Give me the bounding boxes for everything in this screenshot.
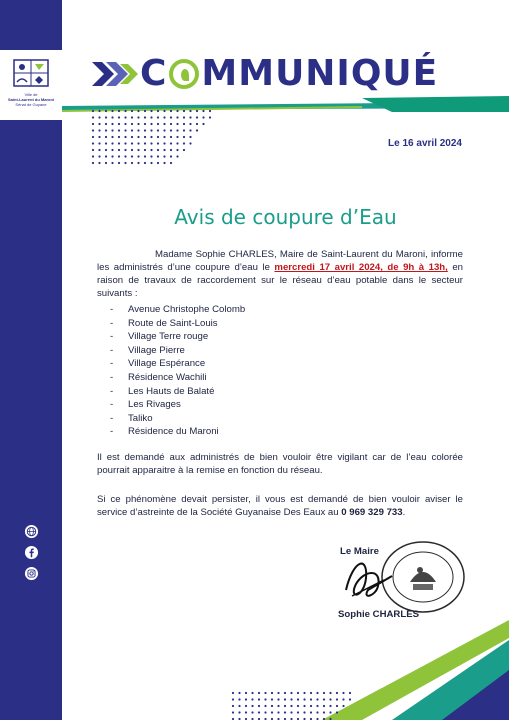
decor-dot <box>150 123 152 125</box>
paragraph-intro <box>97 248 463 300</box>
decor-dot <box>98 136 100 138</box>
decor-dot <box>271 698 273 700</box>
bullet-dash: - <box>110 426 114 438</box>
decor-dot <box>105 116 107 118</box>
decor-dot <box>98 116 100 118</box>
dot-pattern-bottom <box>230 690 360 720</box>
decor-dot <box>284 692 286 694</box>
decor-dot <box>323 705 325 707</box>
decor-dot <box>92 129 94 131</box>
facebook-icon[interactable] <box>24 545 39 560</box>
decor-dot <box>150 162 152 164</box>
decor-dot <box>232 692 234 694</box>
decor-dot <box>297 698 299 700</box>
decor-dot <box>157 110 159 112</box>
decor-dot <box>131 129 133 131</box>
decor-dot <box>92 123 94 125</box>
decor-dot <box>189 142 191 144</box>
decor-dot <box>150 116 152 118</box>
bullet-dash: - <box>110 317 114 329</box>
sector-name: Village Pierre <box>128 344 185 356</box>
decor-dot <box>137 142 139 144</box>
decor-dot <box>232 705 234 707</box>
sector-name: Village Terre rouge <box>128 331 209 343</box>
decor-dot <box>245 698 247 700</box>
decor-dot <box>111 162 113 164</box>
decor-dot <box>238 705 240 707</box>
decor-dot <box>183 129 185 131</box>
decor-dot <box>105 162 107 164</box>
decor-dot <box>170 116 172 118</box>
decor-dot <box>118 123 120 125</box>
sector-item <box>110 371 360 385</box>
decor-dot <box>111 155 113 157</box>
decor-dot <box>124 129 126 131</box>
decor-dot <box>310 698 312 700</box>
decor-dot <box>92 110 94 112</box>
decor-dot <box>290 705 292 707</box>
decor-dot <box>170 136 172 138</box>
bullet-dash: - <box>110 371 114 383</box>
decor-dot <box>150 136 152 138</box>
decor-dot <box>258 698 260 700</box>
decor-dot <box>277 698 279 700</box>
decor-dot <box>196 110 198 112</box>
decor-dot <box>92 136 94 138</box>
decor-dot <box>131 116 133 118</box>
globe-icon[interactable] <box>24 524 39 539</box>
decor-dot <box>124 142 126 144</box>
decor-dot <box>170 155 172 157</box>
decor-dot <box>124 116 126 118</box>
decor-dot <box>277 692 279 694</box>
decor-dot <box>189 110 191 112</box>
decor-dot <box>316 692 318 694</box>
decor-dot <box>238 698 240 700</box>
decor-dot <box>105 110 107 112</box>
decor-dot <box>245 711 247 713</box>
decor-dot <box>238 711 240 713</box>
decor-dot <box>196 129 198 131</box>
decor-dot <box>323 698 325 700</box>
decor-dot <box>251 698 253 700</box>
decor-dot <box>118 155 120 157</box>
decor-dot <box>342 698 344 700</box>
decor-dot <box>111 129 113 131</box>
logo-line-2: Saint-Laurent du Maroni <box>8 97 54 102</box>
decor-dot <box>297 705 299 707</box>
decor-dot <box>176 123 178 125</box>
decor-dot <box>310 692 312 694</box>
decor-dot <box>150 129 152 131</box>
decor-dot <box>105 123 107 125</box>
sector-item <box>110 303 360 317</box>
decor-dot <box>118 142 120 144</box>
decor-dot <box>202 116 204 118</box>
decor-dot <box>336 698 338 700</box>
decor-dot <box>92 155 94 157</box>
decor-dot <box>329 698 331 700</box>
decor-dot <box>202 110 204 112</box>
decor-dot <box>105 142 107 144</box>
decor-dot <box>271 711 273 713</box>
decor-dot <box>271 705 273 707</box>
decor-dot <box>137 123 139 125</box>
decor-dot <box>290 698 292 700</box>
decor-dot <box>98 149 100 151</box>
decor-dot <box>329 711 331 713</box>
sector-item <box>110 344 360 358</box>
decor-dot <box>251 711 253 713</box>
intro-text: Madame Sophie CHARLES, Maire de Saint-Laurent du Maroni, informe les administrés d’une coupure d’eau le <box>97 249 463 273</box>
decor-dot <box>336 692 338 694</box>
decor-dot <box>196 116 198 118</box>
decor-dot <box>111 149 113 151</box>
decor-dot <box>176 116 178 118</box>
sector-name: Les Hauts de Balaté <box>128 385 215 397</box>
city-logo <box>0 50 62 120</box>
decor-dot <box>258 692 260 694</box>
decor-dot <box>98 129 100 131</box>
decor-dot <box>150 149 152 151</box>
sector-item <box>110 425 360 439</box>
decor-dot <box>137 155 139 157</box>
decor-dot <box>271 692 273 694</box>
decor-dot <box>124 110 126 112</box>
decor-dot <box>98 110 100 112</box>
decor-dot <box>157 136 159 138</box>
decor-dot <box>157 129 159 131</box>
mayor-name: Sophie CHARLES <box>338 609 420 620</box>
decor-dot <box>157 162 159 164</box>
decor-dot <box>157 155 159 157</box>
decor-dot <box>183 149 185 151</box>
decor-dot <box>183 142 185 144</box>
decor-dot <box>163 116 165 118</box>
decor-dot <box>251 705 253 707</box>
decor-dot <box>238 692 240 694</box>
decor-dot <box>183 136 185 138</box>
bullet-dash: - <box>110 304 114 315</box>
decor-dot <box>92 149 94 151</box>
decor-dot <box>124 155 126 157</box>
decor-dot <box>264 705 266 707</box>
decor-dot <box>157 149 159 151</box>
decor-dot <box>209 116 211 118</box>
decor-dot <box>189 129 191 131</box>
decor-dot <box>183 110 185 112</box>
instagram-icon[interactable] <box>24 566 39 581</box>
decor-dot <box>163 149 165 151</box>
decor-dot <box>284 698 286 700</box>
decor-dot <box>170 110 172 112</box>
decor-dot <box>170 129 172 131</box>
decor-dot <box>163 155 165 157</box>
decor-dot <box>131 162 133 164</box>
decor-dot <box>150 155 152 157</box>
decor-dot <box>303 698 305 700</box>
decor-dot <box>98 162 100 164</box>
decor-dot <box>176 136 178 138</box>
decor-dot <box>150 110 152 112</box>
title-suffix: MMUNIQUÉ <box>201 53 439 94</box>
decor-dot <box>124 149 126 151</box>
decor-dot <box>137 162 139 164</box>
title-prefix: C <box>140 53 168 94</box>
bullet-dash: - <box>110 412 114 424</box>
decor-dot <box>170 149 172 151</box>
sector-name: Taliko <box>128 412 153 424</box>
decor-dot <box>183 116 185 118</box>
decor-dot <box>137 149 139 151</box>
decor-dot <box>349 692 351 694</box>
contact-end: . <box>402 507 406 518</box>
outage-datetime: mercredi 17 avril 2024, de 9h à 13h, <box>274 262 448 273</box>
decor-dot <box>118 129 120 131</box>
document-title: Avis de coupure d’Eau <box>174 205 397 229</box>
decor-dot <box>170 162 172 164</box>
decor-dot <box>297 692 299 694</box>
bullet-dash: - <box>110 344 114 356</box>
intro-rest: en raison de travaux de raccordement sur le réseau d’eau potable dans le secteur suivants : <box>97 262 463 299</box>
decor-dot <box>163 136 165 138</box>
decor-dot <box>323 711 325 713</box>
dot-pattern-top <box>90 108 220 168</box>
decor-dot <box>170 142 172 144</box>
decor-dot <box>111 110 113 112</box>
decor-dot <box>349 698 351 700</box>
decor-dot <box>98 123 100 125</box>
decor-dot <box>92 162 94 164</box>
sector-list <box>110 303 360 439</box>
decor-dot <box>196 123 198 125</box>
decor-dot <box>105 129 107 131</box>
sector-name: Résidence Wachili <box>128 371 207 383</box>
decor-dot <box>157 116 159 118</box>
leaf-o-icon <box>169 59 199 89</box>
decor-dot <box>137 116 139 118</box>
decor-dot <box>137 136 139 138</box>
city-emblem-icon <box>11 58 51 90</box>
handwritten-signature <box>338 550 398 610</box>
decor-dot <box>163 162 165 164</box>
decor-dot <box>310 705 312 707</box>
decor-dot <box>336 711 338 713</box>
decor-dot <box>245 705 247 707</box>
sector-name: Résidence du Maroni <box>128 426 219 438</box>
decor-dot <box>131 110 133 112</box>
phone-number: 0 969 329 733 <box>341 507 403 518</box>
decor-dot <box>277 705 279 707</box>
decor-dot <box>118 136 120 138</box>
decor-dot <box>92 142 94 144</box>
decor-dot <box>297 711 299 713</box>
decor-dot <box>111 116 113 118</box>
decor-dot <box>137 110 139 112</box>
decor-dot <box>131 136 133 138</box>
decor-dot <box>144 123 146 125</box>
decor-dot <box>251 692 253 694</box>
decor-dot <box>144 162 146 164</box>
decor-dot <box>342 692 344 694</box>
decor-dot <box>98 155 100 157</box>
mayor-role: Le Maire <box>340 546 379 557</box>
decor-dot <box>176 142 178 144</box>
decor-dot <box>131 123 133 125</box>
decor-dot <box>316 705 318 707</box>
sector-item <box>110 398 360 412</box>
decor-dot <box>111 123 113 125</box>
decor-dot <box>284 705 286 707</box>
decor-dot <box>163 110 165 112</box>
decor-dot <box>131 142 133 144</box>
decor-dot <box>258 705 260 707</box>
bullet-dash: - <box>110 331 114 343</box>
sector-name: Avenue Christophe Colomb <box>128 304 246 315</box>
bullet-dash: - <box>110 358 114 370</box>
sector-name: Village Espérance <box>128 358 206 370</box>
decor-dot <box>303 705 305 707</box>
decor-dot <box>144 149 146 151</box>
decor-dot <box>92 116 94 118</box>
decor-dot <box>163 142 165 144</box>
sidebar <box>0 0 62 720</box>
decor-dot <box>111 136 113 138</box>
decor-dot <box>137 129 139 131</box>
decor-dot <box>118 149 120 151</box>
decor-dot <box>105 136 107 138</box>
decor-dot <box>111 142 113 144</box>
decor-dot <box>176 110 178 112</box>
decor-dot <box>105 155 107 157</box>
decor-dot <box>144 142 146 144</box>
decor-dot <box>150 142 152 144</box>
decor-dot <box>329 692 331 694</box>
decor-dot <box>163 129 165 131</box>
sector-name: Route de Saint-Louis <box>128 317 218 329</box>
sector-item <box>110 357 360 371</box>
decor-dot <box>323 692 325 694</box>
decor-dot <box>245 692 247 694</box>
decor-dot <box>342 705 344 707</box>
communique-title <box>140 54 438 94</box>
sector-name: Les Rivages <box>128 399 181 411</box>
decor-dot <box>264 698 266 700</box>
bullet-dash: - <box>110 385 114 397</box>
decor-dot <box>232 711 234 713</box>
decor-dot <box>144 116 146 118</box>
decor-dot <box>189 116 191 118</box>
logo-line-3: Sénat de Guyane <box>15 102 47 107</box>
decor-dot <box>124 136 126 138</box>
decor-dot <box>131 149 133 151</box>
decor-dot <box>264 711 266 713</box>
decor-dot <box>189 136 191 138</box>
sector-item <box>110 317 360 331</box>
decor-dot <box>131 155 133 157</box>
decor-dot <box>284 711 286 713</box>
decor-dot <box>163 123 165 125</box>
decor-dot <box>144 155 146 157</box>
decor-dot <box>157 123 159 125</box>
decor-dot <box>170 123 172 125</box>
decor-dot <box>316 711 318 713</box>
decor-dot <box>209 110 211 112</box>
decor-dot <box>290 692 292 694</box>
decor-dot <box>105 149 107 151</box>
decor-dot <box>183 123 185 125</box>
decor-dot <box>176 149 178 151</box>
decor-dot <box>264 692 266 694</box>
sector-item <box>110 385 360 399</box>
paragraph-warning: Il est demandé aux administrés de bien vouloir être vigilant car de l’eau colorée pourrait apparaitre à la remise en fonction du réseau. <box>97 452 463 476</box>
chevrons-icon <box>92 58 140 90</box>
decor-dot <box>118 110 120 112</box>
decor-dot <box>124 123 126 125</box>
decor-dot <box>157 142 159 144</box>
decor-dot <box>176 155 178 157</box>
decor-dot <box>258 711 260 713</box>
decor-dot <box>277 711 279 713</box>
logo-line-1: Ville de <box>24 92 38 97</box>
decor-dot <box>290 711 292 713</box>
decor-dot <box>316 698 318 700</box>
decor-dot <box>329 705 331 707</box>
decor-dot <box>98 142 100 144</box>
sector-item <box>110 412 360 426</box>
decor-dot <box>303 711 305 713</box>
contact-text: Si ce phénomène devait persister, il vous est demandé de bien vouloir aviser le service d’astreinte de la Société Guyanaise Des Eaux au <box>97 494 463 518</box>
decor-dot <box>336 705 338 707</box>
decor-dot <box>118 162 120 164</box>
decor-dot <box>232 698 234 700</box>
bullet-dash: - <box>110 399 114 411</box>
paragraph-contact <box>97 493 463 519</box>
decor-dot <box>176 129 178 131</box>
decor-dot <box>310 711 312 713</box>
decor-dot <box>144 110 146 112</box>
decor-dot <box>144 136 146 138</box>
sector-item <box>110 330 360 344</box>
decor-dot <box>118 116 120 118</box>
decor-dot <box>189 123 191 125</box>
decor-dot <box>303 692 305 694</box>
decor-dot <box>202 123 204 125</box>
decor-dot <box>124 162 126 164</box>
document-date: Le 16 avril 2024 <box>388 138 462 149</box>
decor-dot <box>144 129 146 131</box>
